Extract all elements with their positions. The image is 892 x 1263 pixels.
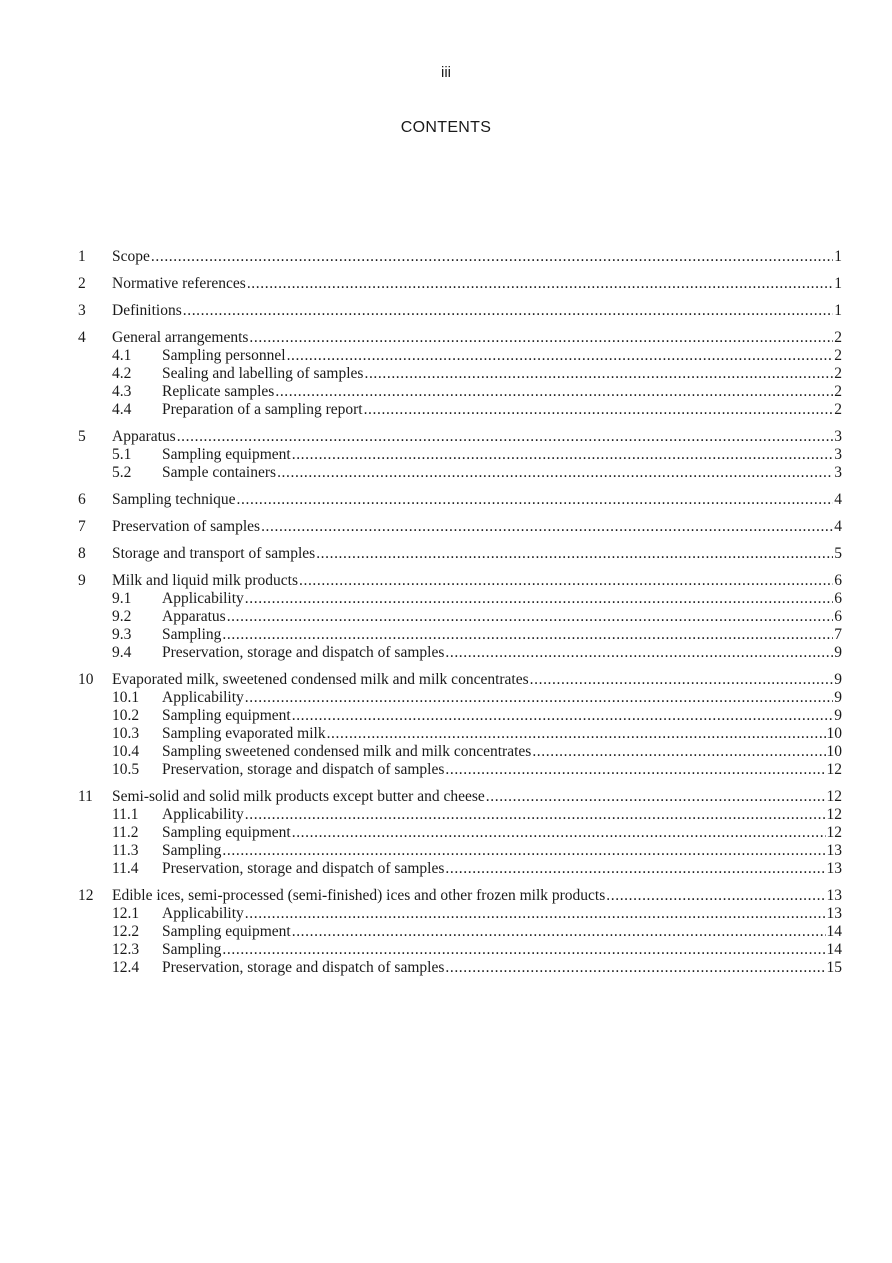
- toc-subentry-number: 11.1: [112, 806, 139, 823]
- toc-subentry[interactable]: [78, 644, 842, 662]
- toc-subentry-page: 6: [834, 608, 842, 625]
- toc-subentry-page: 3: [834, 464, 842, 481]
- toc-subentry[interactable]: [78, 365, 842, 383]
- toc-entry-number: 9: [78, 572, 86, 589]
- toc-section: [78, 518, 842, 536]
- toc-section: [78, 887, 842, 977]
- toc-entry-title: General arrangements: [112, 329, 249, 346]
- page-title: CONTENTS: [400, 119, 492, 136]
- toc-section: [78, 671, 842, 779]
- toc-leader-dots: [292, 923, 826, 941]
- toc-subentry-number: 12.2: [112, 923, 140, 940]
- toc-entry-page: 6: [834, 572, 842, 589]
- toc-subentry-number: 12.3: [112, 941, 140, 958]
- toc-entry[interactable]: [78, 545, 842, 563]
- toc-subentry[interactable]: [78, 707, 842, 725]
- toc-subentry-page: 14: [826, 923, 842, 940]
- toc-subentry[interactable]: [78, 626, 842, 644]
- toc-entry-page: 4: [834, 491, 842, 508]
- toc-subentry-title: Preservation, storage and dispatch of samples: [162, 761, 445, 778]
- toc-leader-dots: [292, 446, 834, 464]
- toc-section: [78, 428, 842, 482]
- toc-entry-title: Normative references: [112, 275, 246, 292]
- toc-entry-number: 11: [78, 788, 93, 805]
- toc-subentry-page: 15: [826, 959, 842, 976]
- toc-leader-dots: [277, 464, 833, 482]
- toc-entry-number: 4: [78, 329, 86, 346]
- toc-leader-dots: [183, 302, 834, 320]
- toc-subentry[interactable]: [78, 824, 842, 842]
- toc-section: [78, 545, 842, 563]
- toc-subentry-title: Sampling: [162, 842, 222, 859]
- toc-subentry-title: Sampling: [162, 626, 222, 643]
- toc-leader-dots: [364, 401, 834, 419]
- toc-entry-title: Definitions: [112, 302, 182, 319]
- toc-section: [78, 302, 842, 320]
- toc-entry-page: 5: [834, 545, 842, 562]
- toc-subentry[interactable]: [78, 347, 842, 365]
- toc-leader-dots: [222, 842, 825, 860]
- toc-subentry-number: 9.2: [112, 608, 132, 625]
- toc-leader-dots: [249, 329, 833, 347]
- toc-subentry-number: 10.4: [112, 743, 140, 760]
- toc-subentry[interactable]: [78, 725, 842, 743]
- toc-subentry-title: Preservation, storage and dispatch of samples: [162, 644, 445, 661]
- toc-section: [78, 329, 842, 419]
- toc-entry[interactable]: [78, 329, 842, 347]
- toc-subentry-number: 4.2: [112, 365, 132, 382]
- toc-subentry-title: Sampling equipment: [162, 923, 291, 940]
- toc-subentry-number: 5.1: [112, 446, 132, 463]
- toc-entry[interactable]: [78, 887, 842, 905]
- toc-entry-page: 13: [826, 887, 842, 904]
- toc-entry[interactable]: [78, 671, 842, 689]
- toc-subentry-page: 2: [834, 365, 842, 382]
- toc-entry[interactable]: [78, 302, 842, 320]
- toc-entry-title: Milk and liquid milk products: [112, 572, 298, 589]
- toc-subentry-number: 12.4: [112, 959, 140, 976]
- toc-entry-title: Apparatus: [112, 428, 176, 445]
- toc-entry-page: 12: [826, 788, 842, 805]
- toc-subentry-page: 12: [826, 761, 842, 778]
- toc-subentry[interactable]: [78, 761, 842, 779]
- toc-subentry-page: 3: [834, 446, 842, 463]
- toc-leader-dots: [532, 743, 825, 761]
- toc-leader-dots: [245, 806, 826, 824]
- toc-subentry[interactable]: [78, 608, 842, 626]
- toc-subentry-title: Applicability: [162, 590, 244, 607]
- toc-subentry-number: 11.4: [112, 860, 139, 877]
- toc-leader-dots: [292, 707, 834, 725]
- toc-leader-dots: [486, 788, 826, 806]
- toc-subentry[interactable]: [78, 959, 842, 977]
- toc-subentry-number: 10.3: [112, 725, 140, 742]
- toc-subentry[interactable]: [78, 446, 842, 464]
- toc-leader-dots: [177, 428, 834, 446]
- page-number: iii: [441, 64, 451, 81]
- toc-subentry-page: 13: [826, 905, 842, 922]
- toc-subentry-number: 4.3: [112, 383, 132, 400]
- toc-entry-title: Semi-solid and solid milk products except butter and cheese: [112, 788, 485, 805]
- toc-subentry[interactable]: [78, 590, 842, 608]
- toc-subentry-title: Preservation, storage and dispatch of samples: [162, 860, 445, 877]
- toc-entry-page: 1: [834, 275, 842, 292]
- toc-subentry-title: Sampling equipment: [162, 824, 291, 841]
- toc-entry-title: Evaporated milk, sweetened condensed milk and milk concentrates: [112, 671, 529, 688]
- toc-entry-number: 2: [78, 275, 86, 292]
- toc-entry-page: 1: [834, 302, 842, 319]
- toc-entry-title: Sampling technique: [112, 491, 236, 508]
- toc-subentry-page: 9: [834, 689, 842, 706]
- toc-subentry-title: Sampling: [162, 941, 222, 958]
- toc-leader-dots: [327, 725, 826, 743]
- toc-subentry[interactable]: [78, 464, 842, 482]
- toc-subentry[interactable]: [78, 905, 842, 923]
- toc-subentry-page: 13: [826, 842, 842, 859]
- toc-subentry-page: 13: [826, 860, 842, 877]
- toc-subentry[interactable]: [78, 689, 842, 707]
- toc-subentry-page: 14: [826, 941, 842, 958]
- toc-leader-dots: [151, 248, 833, 266]
- toc-subentry-number: 12.1: [112, 905, 140, 922]
- toc-subentry-page: 7: [834, 626, 842, 643]
- toc-subentry-title: Sample containers: [162, 464, 277, 481]
- toc-subentry-number: 9.4: [112, 644, 132, 661]
- toc-subentry[interactable]: [78, 842, 842, 860]
- toc-leader-dots: [445, 761, 825, 779]
- toc-leader-dots: [299, 572, 833, 590]
- toc-entry-title: Scope: [112, 248, 150, 265]
- toc-subentry-title: Preparation of a sampling report: [162, 401, 363, 418]
- toc-subentry-title: Sampling evaporated milk: [162, 725, 326, 742]
- toc-subentry[interactable]: [78, 941, 842, 959]
- toc-section: [78, 275, 842, 293]
- toc-entry-number: 8: [78, 545, 86, 562]
- toc-leader-dots: [364, 365, 833, 383]
- toc-subentry-page: 2: [834, 401, 842, 418]
- toc-subentry-title: Applicability: [162, 905, 244, 922]
- toc-leader-dots: [222, 626, 833, 644]
- toc-entry-number: 3: [78, 302, 86, 319]
- toc-leader-dots: [261, 518, 833, 536]
- toc-subentry-page: 12: [826, 806, 842, 823]
- toc-section: [78, 491, 842, 509]
- toc-entry[interactable]: [78, 518, 842, 536]
- toc-subentry-page: 12: [826, 824, 842, 841]
- toc-subentry-title: Applicability: [162, 689, 244, 706]
- toc-entry-page: 4: [834, 518, 842, 535]
- toc-subentry-title: Sampling sweetened condensed milk and milk concentrates: [162, 743, 532, 760]
- toc-section: [78, 572, 842, 662]
- toc-leader-dots: [247, 275, 833, 293]
- toc-entry-number: 1: [78, 248, 86, 265]
- toc-leader-dots: [606, 887, 825, 905]
- toc-entry-page: 2: [834, 329, 842, 346]
- toc-subentry[interactable]: [78, 806, 842, 824]
- toc-subentry-page: 2: [834, 383, 842, 400]
- toc-leader-dots: [275, 383, 833, 401]
- toc-entry[interactable]: [78, 572, 842, 590]
- toc-subentry-title: Sampling equipment: [162, 707, 291, 724]
- toc-leader-dots: [245, 590, 833, 608]
- toc-subentry-page: 9: [834, 644, 842, 661]
- toc-section: [78, 248, 842, 266]
- toc-entry-number: 12: [78, 887, 94, 904]
- toc-entry[interactable]: [78, 428, 842, 446]
- toc-leader-dots: [530, 671, 834, 689]
- toc-entry-number: 7: [78, 518, 86, 535]
- toc-section: [78, 788, 842, 878]
- toc-subentry-title: Replicate samples: [162, 383, 275, 400]
- toc-subentry-title: Sampling equipment: [162, 446, 291, 463]
- toc-subentry[interactable]: [78, 923, 842, 941]
- toc-leader-dots: [316, 545, 833, 563]
- toc-entry[interactable]: [78, 491, 842, 509]
- toc-subentry-number: 9.1: [112, 590, 132, 607]
- toc-subentry-title: Applicability: [162, 806, 244, 823]
- toc-subentry[interactable]: [78, 860, 842, 878]
- toc-subentry-number: 10.1: [112, 689, 140, 706]
- toc-subentry-number: 11.2: [112, 824, 139, 841]
- toc-subentry-page: 6: [834, 590, 842, 607]
- toc-entry-number: 6: [78, 491, 86, 508]
- toc-leader-dots: [445, 860, 825, 878]
- toc-subentry-title: Apparatus: [162, 608, 226, 625]
- toc-subentry-number: 10.2: [112, 707, 140, 724]
- toc-leader-dots: [445, 644, 833, 662]
- toc-subentry-title: Sampling personnel: [162, 347, 286, 364]
- toc-subentry-page: 9: [834, 707, 842, 724]
- toc-leader-dots: [445, 959, 825, 977]
- table-of-contents: [78, 248, 842, 986]
- toc-entry-number: 5: [78, 428, 86, 445]
- toc-entry-page: 9: [834, 671, 842, 688]
- toc-subentry-title: Preservation, storage and dispatch of samples: [162, 959, 445, 976]
- toc-subentry[interactable]: [78, 383, 842, 401]
- toc-subentry-title: Sealing and labelling of samples: [162, 365, 364, 382]
- toc-subentry-page: 2: [834, 347, 842, 364]
- toc-leader-dots: [237, 491, 834, 509]
- toc-leader-dots: [287, 347, 834, 365]
- toc-entry-page: 1: [834, 248, 842, 265]
- toc-leader-dots: [222, 941, 825, 959]
- toc-subentry-number: 4.4: [112, 401, 132, 418]
- toc-subentry-page: 10: [826, 725, 842, 742]
- toc-leader-dots: [245, 689, 833, 707]
- toc-entry[interactable]: [78, 788, 842, 806]
- toc-leader-dots: [292, 824, 826, 842]
- toc-leader-dots: [227, 608, 834, 626]
- toc-entry-number: 10: [78, 671, 94, 688]
- toc-entry[interactable]: [78, 248, 842, 266]
- toc-entry-title: Edible ices, semi-processed (semi-finished) ices and other frozen milk products: [112, 887, 606, 904]
- toc-subentry[interactable]: [78, 743, 842, 761]
- toc-entry-title: Preservation of samples: [112, 518, 261, 535]
- toc-subentry-number: 4.1: [112, 347, 132, 364]
- toc-entry-page: 3: [834, 428, 842, 445]
- toc-subentry[interactable]: [78, 401, 842, 419]
- toc-subentry-number: 9.3: [112, 626, 132, 643]
- toc-subentry-number: 5.2: [112, 464, 132, 481]
- toc-entry-title: Storage and transport of samples: [112, 545, 316, 562]
- toc-subentry-page: 10: [826, 743, 842, 760]
- toc-subentry-number: 11.3: [112, 842, 139, 859]
- toc-entry[interactable]: [78, 275, 842, 293]
- toc-subentry-number: 10.5: [112, 761, 140, 778]
- toc-leader-dots: [245, 905, 826, 923]
